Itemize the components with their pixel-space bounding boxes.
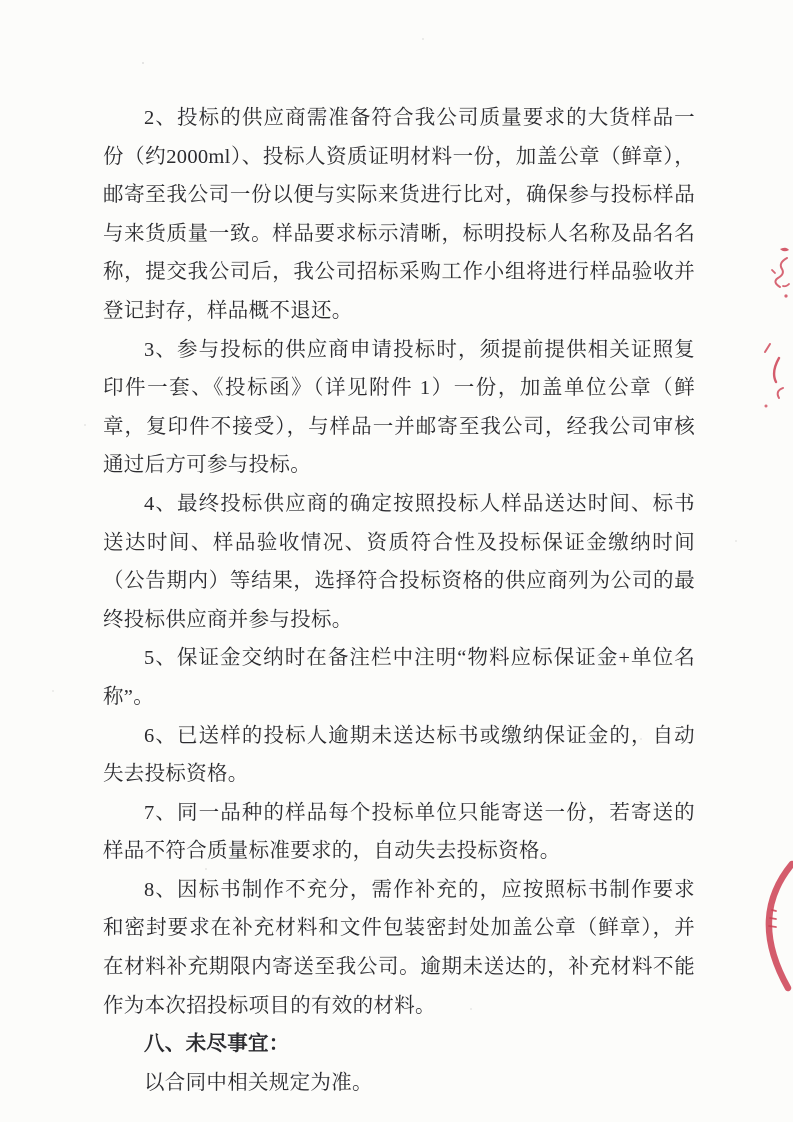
section-heading-unsettled-matters: 八、未尽事宜： xyxy=(144,1033,290,1056)
paragraph-item-7: 7、同一品种的样品每个投标单位只能寄送一份，若寄送的样品不符合质量标准要求的，自动失去投标资格。 xyxy=(103,801,695,863)
scan-noise-specks xyxy=(0,0,2,2)
paragraph-item-6: 6、已送样的投标人逾期未送达标书或缴纳保证金的，自动失去投标资格。 xyxy=(103,724,695,786)
paragraph-item-2: 2、投标的供应商需准备符合我公司质量要求的大货样品一份（约2000ml）、投标人资质证明材料一份，加盖公章（鲜章），邮寄至我公司一份以便与实际来货进行比对，确保参与投标样品与来货质量一致。样品要求标示清晰，标明投标人名称及品名名称，提交我公司后，我公司招标采购工作小组将进行样品验收并登记封存，样品概不退还。 xyxy=(103,107,695,322)
paragraph-item-4: 4、最终投标供应商的确定按照投标人样品送达时间、标书送达时间、样品验收情况、资质符合性及投标保证金缴纳时间（公告期内）等结果，选择符合投标资格的供应商列为公司的最终投标供应商并参与投标。 xyxy=(103,492,695,631)
red-seal-arc-icon xyxy=(750,860,793,992)
closing-line: 以合同中相关规定为准。 xyxy=(144,1071,373,1094)
red-ink-scribble-icon xyxy=(760,338,790,412)
paragraph-item-5: 5、保证金交纳时在备注栏中注明“物料应标保证金+单位名称”。 xyxy=(103,647,695,708)
paragraph-item-8: 8、因标书制作不充分，需作补充的，应按照标书制作要求和密封要求在补充材料和文件包装密封处加盖公章（鲜章），并在材料补充期限内寄送至我公司。逾期未送达的，补充材料不能作为本次招投标项目的有效的材料。 xyxy=(103,878,695,1017)
document-body xyxy=(103,99,695,1102)
paragraph-item-3: 3、参与投标的供应商申请投标时，须提前提供相关证照复印件一套、《投标函》（详见附件 1）一份，加盖单位公章（鲜章，复印件不接受），与样品一并邮寄至我公司，经我公司审核通过后方可参与投标。 xyxy=(103,338,695,477)
red-ink-scribble-icon xyxy=(766,244,793,302)
